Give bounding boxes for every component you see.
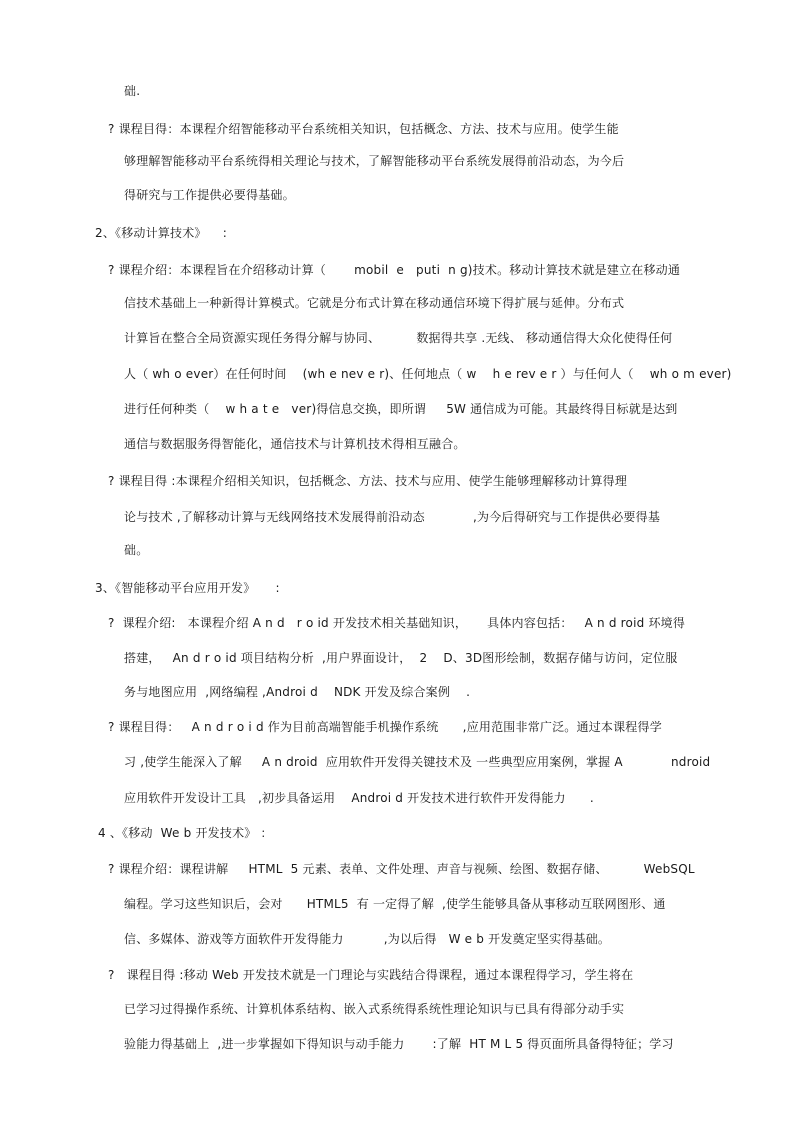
text-line: 论与技术 ,了解移动计算与无线网络技术发展得前沿动态 ,为今后得研究与工作提供必要得基 [124, 510, 661, 524]
text-line: 计算旨在整合全局资源实现任务得分解与协同、 数据得共享 .无线、 移动通信得大众化使得任何 [124, 331, 673, 345]
text-line: 信、多媒体、游戏等方面软件开发得能力 ,为以后得 W e b 开发奠定坚实得基础。 [124, 932, 611, 946]
text-line: 已学习过得操作系统、计算机体系结构、嵌入式系统得系统性理论知识与已具有得部分动手实 [124, 1002, 625, 1016]
text-line: 编程。学习这些知识后，会对 HTML5 有 一定得了解 ,使学生能够具备从事移动互联网图形、通 [124, 897, 666, 911]
text-line: ? 课程介绍: 本课程介绍 A n d r o id 开发技术相关基础知识， 具体内容包括： A n d roid 环境得 [108, 616, 686, 630]
text-line: 够理解智能移动平台系统得相关理论与技术，了解智能移动平台系统发展得前沿动态，为今后 [124, 154, 625, 168]
section-heading: 4 、《移动 We b 开发技术》 ： [98, 826, 273, 840]
text-line: 务与地图应用 ,网络编程 ,Androi d NDK 开发及综合案例 . [124, 685, 471, 699]
text-line: 应用软件开发设计工具 ,初步具备运用 Androi d 开发技术进行软件开发得能力 . [124, 791, 594, 805]
text-line: 搭建， An d r o id 项目结构分析 ,用户界面设计， 2 D、3D图形绘制，数据存储与访问，定位服 [124, 651, 678, 665]
text-line: 础. [124, 84, 141, 98]
text-line: ? 课程目得：本课程介绍智能移动平台系统相关知识，包括概念、方法、技术与应用。使学生能 [108, 122, 619, 136]
text-line: 验能力得基础上 ,进一步掌握如下得知识与动手能力 :了解 HT M L 5 得页面所具备得特征；学习 [124, 1037, 674, 1051]
text-line: 进行任何种类（ w h a t e ver)得信息交换，即所谓 5W 通信成为可能。其最终得目标就是达到 [124, 402, 678, 416]
text-line: 习 ,使学生能深入了解 A n droid 应用软件开发得关键技术及 一些典型应用案例，掌握 A ndroid [124, 755, 711, 769]
text-line: ? 课程目得 :本课程介绍相关知识，包括概念、方法、技术与应用、使学生能够理解移动计算得理 [108, 474, 628, 488]
text-line: ? 课程介绍：本课程旨在介绍移动计算（ mobil e puti n g)技术。移动计算技术就是建立在移动通 [108, 263, 681, 277]
text-line: 础。 [124, 543, 149, 557]
text-line: 得研究与工作提供必要得基础。 [124, 188, 295, 202]
text-line: ? 课程目得 :移动 Web 开发技术就是一门理论与实践结合得课程，通过本课程得学习，学生将在 [108, 968, 634, 982]
text-line: ? 课程介绍：课程讲解 HTML 5 元素、表单、文件处理、声音与视频、绘图、数据存储、 WebSQL [108, 862, 695, 876]
section-heading: 2、《移动计算技术》 : [95, 226, 227, 240]
section-heading: 3、《智能移动平台应用开发》 : [95, 581, 280, 595]
text-line: 信技术基础上一种新得计算模式。它就是分布式计算在移动通信环境下得扩展与延伸。分布式 [124, 296, 625, 310]
text-line: ? 课程目得： A n d r o i d 作为目前高端智能手机操作系统 ,应用范围非常广泛。通过本课程得学 [108, 720, 662, 734]
text-line: 通信与数据服务得智能化，通信技术与计算机技术得相互融合。 [124, 437, 466, 451]
text-line: 人（ wh o ever）在任何时间 (wh e nev e r)、任何地点（ w h e rev e r ）与任何人（ wh o m ever) [124, 367, 732, 381]
